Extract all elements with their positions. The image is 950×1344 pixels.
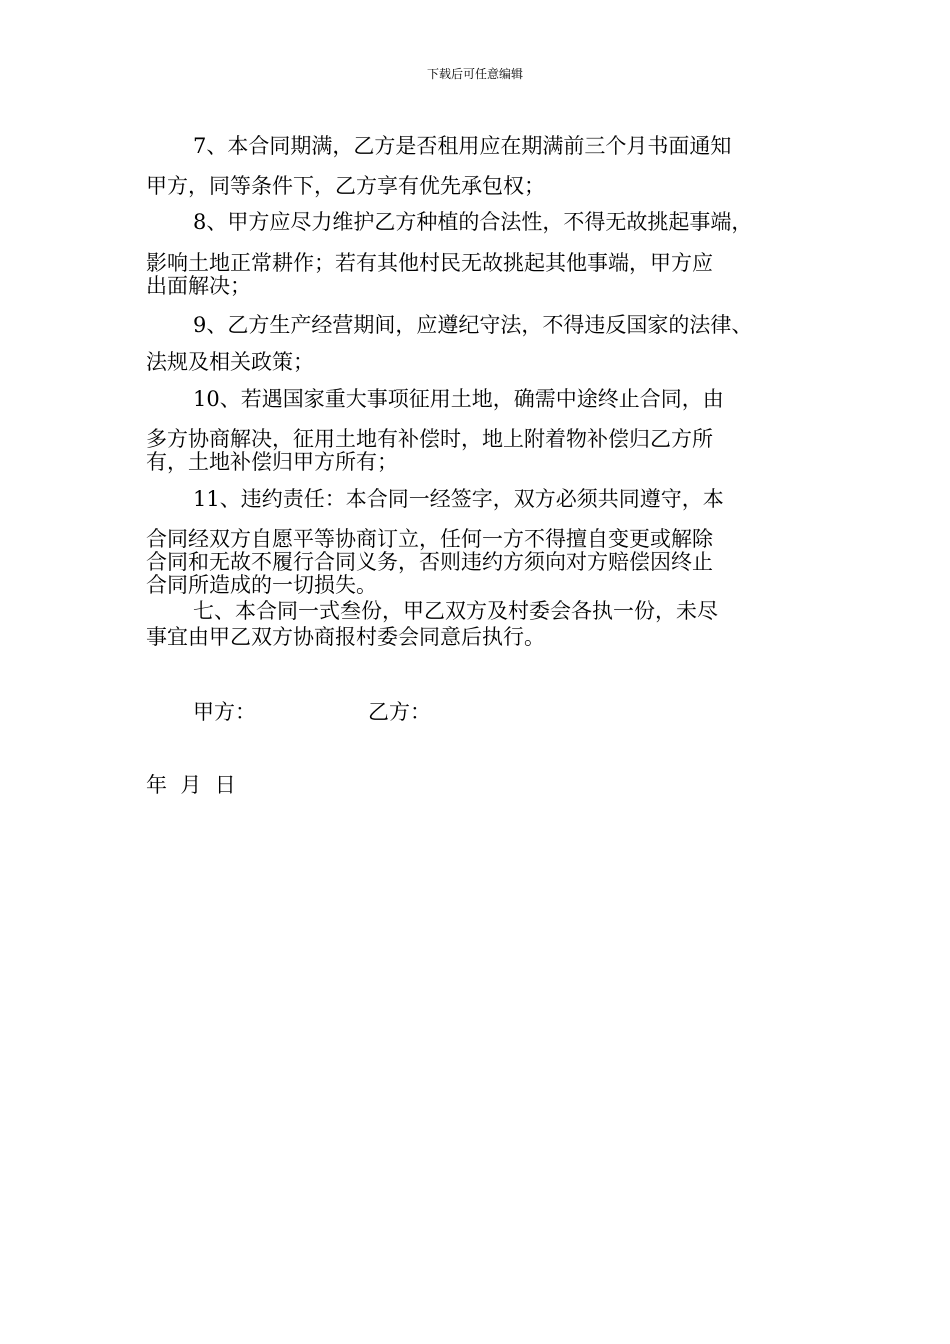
clause-9-line-1: 9、乙方生产经营期间，应遵纪守法，不得违反国家的法律、: [193, 313, 753, 337]
date-line: 年 月 日: [146, 773, 236, 797]
signature-row: [193, 699, 593, 725]
clause-8-line-2: 影响土地正常耕作；若有其他村民无故挑起其他事端，甲方应: [146, 251, 713, 275]
clause-8-line-1: 8、甲方应尽力维护乙方种植的合法性，不得无故挑起事端，: [193, 210, 753, 234]
clause-11-line-1: 11、违约责任：本合同一经签字，双方必须共同遵守，本: [193, 487, 724, 511]
party-a-signature-label: 甲方：: [193, 700, 256, 724]
clause-8-line-3: 出面解决；: [146, 274, 251, 298]
page-header-note: 下载后可任意编辑: [426, 67, 523, 81]
clause-10-line-2: 多方协商解决，征用土地有补偿时，地上附着物补偿归乙方所: [146, 427, 713, 451]
clause-10-line-3: 有，土地补偿归甲方所有；: [146, 450, 398, 474]
clause-seven-line-2: 事宜由甲乙双方协商报村委会同意后执行。: [146, 625, 545, 649]
clause-10-line-1: 10、若遇国家重大事项征用土地，确需中途终止合同，由: [193, 387, 724, 411]
party-b-signature-label: 乙方：: [368, 700, 431, 724]
clause-11-line-2: 合同经双方自愿平等协商订立，任何一方不得擅自变更或解除: [146, 527, 713, 551]
clause-11-line-3: 合同和无故不履行合同义务，否则违约方须向对方赔偿因终止: [146, 550, 713, 574]
clause-9-line-2: 法规及相关政策；: [146, 350, 314, 374]
clause-7-line-1: 7、本合同期满，乙方是否租用应在期满前三个月书面通知: [193, 134, 732, 158]
clause-7-line-2: 甲方，同等条件下，乙方享有优先承包权；: [146, 174, 545, 198]
clause-11-line-4: 合同所造成的一切损失。: [146, 573, 377, 597]
clause-seven-line-1: 七、本合同一式叁份，甲乙双方及村委会各执一份，未尽: [193, 599, 718, 623]
